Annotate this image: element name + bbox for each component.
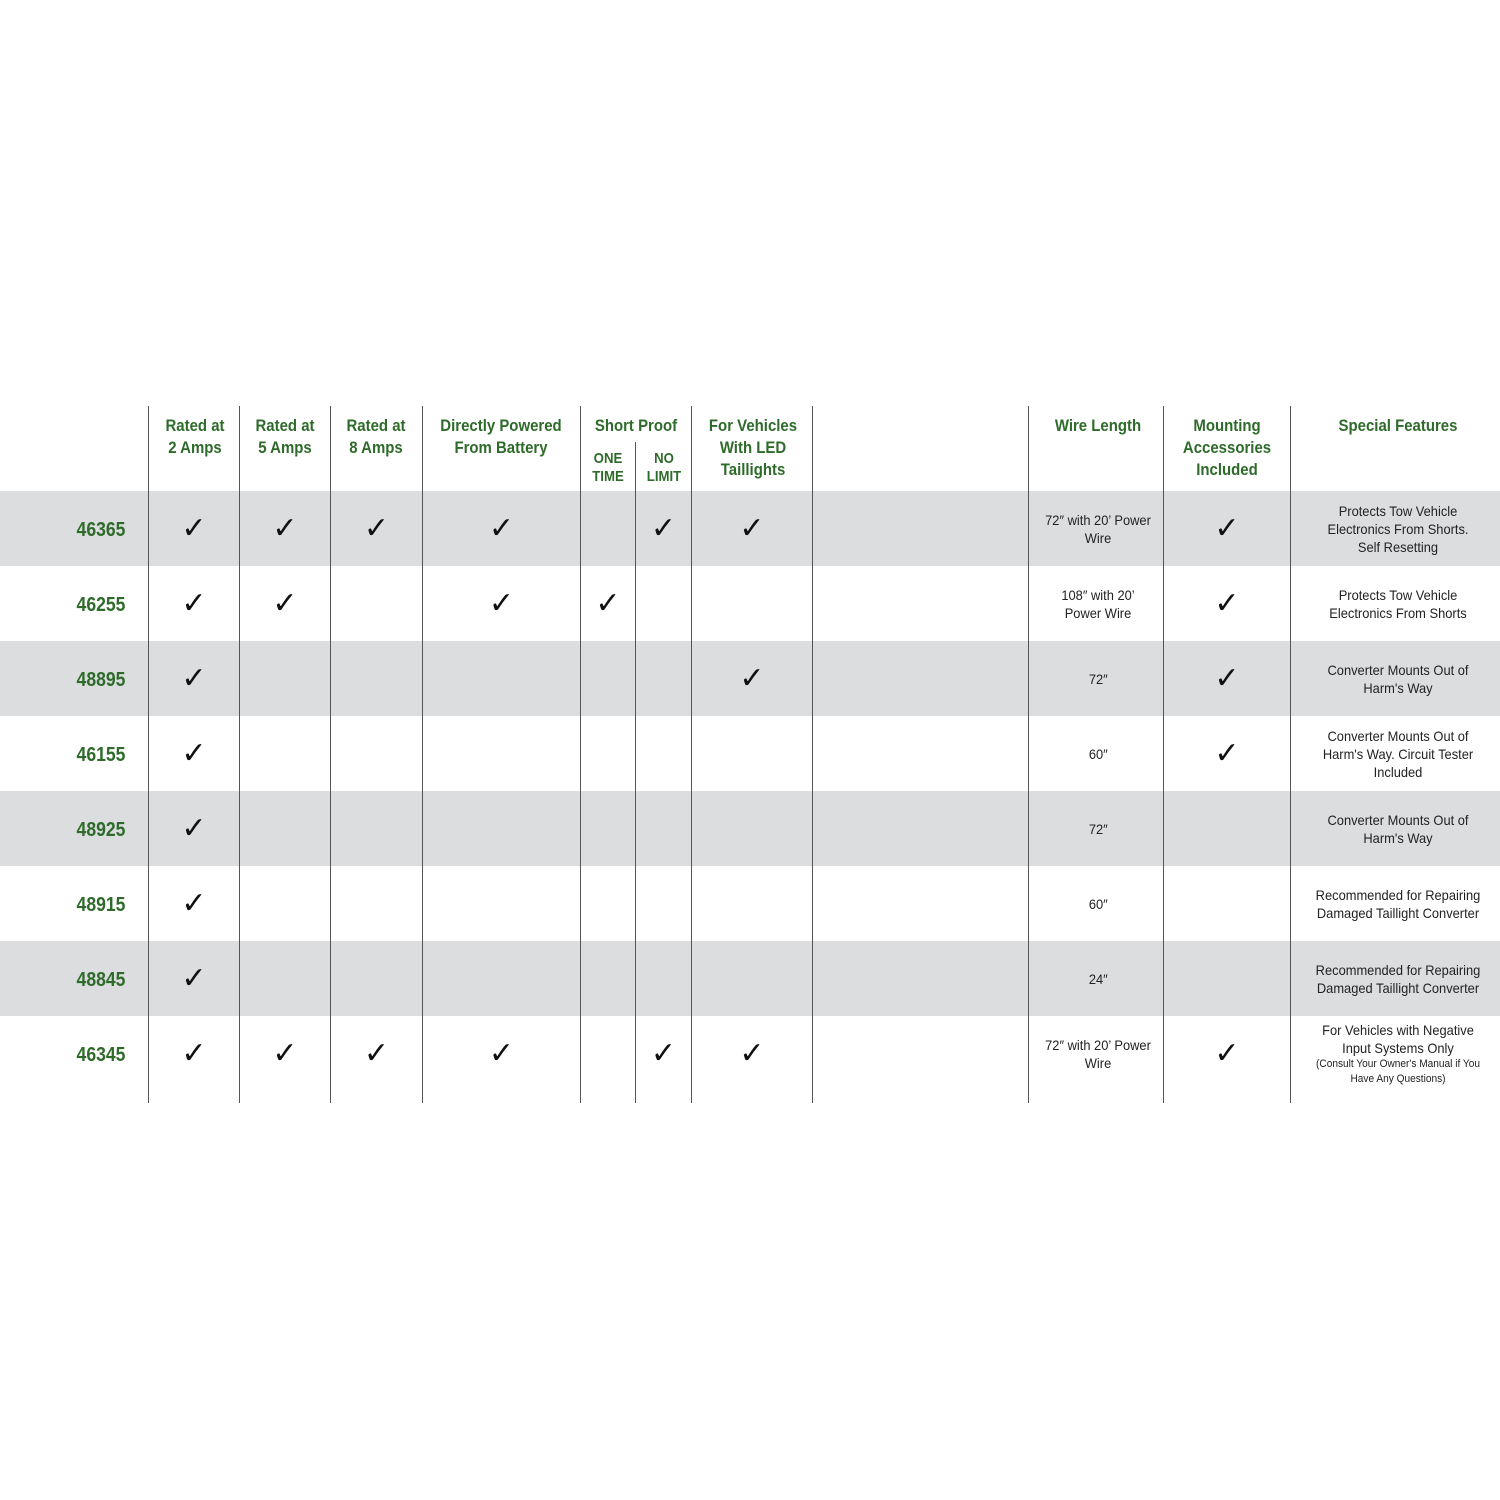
wire-length: 60″ — [1088, 745, 1108, 762]
checkmark-icon: ✓ — [1214, 1035, 1240, 1071]
checkmark-icon: ✓ — [363, 510, 390, 546]
checkmark-icon: ✓ — [181, 585, 207, 621]
check-short-proof-no-limit — [636, 1016, 691, 1091]
wire-length-cell — [1040, 791, 1156, 866]
checkmark-icon: ✓ — [181, 1035, 207, 1071]
column-divider — [1163, 406, 1164, 1103]
check-rated-2-amps — [149, 791, 239, 866]
checkmark-icon: ✓ — [1214, 660, 1240, 696]
wire-length-cell — [1040, 641, 1156, 716]
special-features-text — [1315, 502, 1481, 556]
check-rated-2-amps — [149, 641, 239, 716]
check-rated-2-amps — [149, 716, 239, 791]
wire-length: 72″ — [1088, 820, 1108, 837]
header-short-proof-no-limit: NO LIMIT — [646, 450, 682, 485]
wire-length: 60″ — [1088, 895, 1108, 912]
part-number: 48925 — [76, 819, 126, 841]
check-rated-2-amps — [149, 941, 239, 1016]
table-row — [0, 716, 1500, 791]
wire-length: 72″ — [1088, 670, 1108, 687]
check-directly-powered — [423, 1016, 580, 1091]
column-divider — [330, 406, 331, 1103]
checkmark-icon: ✓ — [1214, 510, 1240, 546]
table-row — [0, 566, 1500, 641]
checkmark-icon: ✓ — [650, 1035, 677, 1071]
check-led-taillights — [692, 1016, 812, 1091]
column-divider — [580, 406, 581, 1103]
column-divider — [635, 442, 636, 1103]
special-features-text — [1315, 1021, 1481, 1087]
checkmark-icon: ✓ — [181, 510, 207, 546]
check-led-taillights — [692, 641, 812, 716]
special-features-cell — [1308, 491, 1488, 566]
header-mounting-accessories: Mounting Accessories Included — [1182, 416, 1272, 479]
column-divider — [812, 406, 813, 1103]
check-directly-powered — [423, 491, 580, 566]
header-short-proof-one-time: ONE TIME — [592, 450, 624, 485]
check-short-proof-no-limit — [636, 491, 691, 566]
checkmark-icon: ✓ — [488, 510, 515, 546]
checkmark-icon: ✓ — [181, 735, 207, 771]
table-row — [0, 791, 1500, 866]
special-features-cell — [1308, 716, 1488, 791]
check-rated-2-amps — [149, 1016, 239, 1091]
header-special-features: Special Features — [1338, 416, 1458, 435]
wire-length: 72″ with 20’ Power Wire — [1045, 1036, 1151, 1071]
check-rated-8-amps — [331, 491, 422, 566]
wire-length-cell — [1040, 1016, 1156, 1091]
check-rated-2-amps — [149, 866, 239, 941]
special-features-cell — [1308, 941, 1488, 1016]
special-features: Protects Tow Vehicle Electronics From Shorts. Self Resetting — [1327, 502, 1469, 555]
wire-length-cell — [1040, 866, 1156, 941]
checkmark-icon: ✓ — [363, 1035, 390, 1071]
column-divider — [1290, 406, 1291, 1103]
table-row — [0, 641, 1500, 716]
checkmark-icon: ✓ — [181, 885, 207, 921]
part-number: 48895 — [76, 669, 126, 691]
column-divider — [239, 406, 240, 1103]
special-features-cell — [1308, 791, 1488, 866]
header-led-taillights: For Vehicles With LED Taillights — [708, 416, 798, 479]
wire-length: 72″ with 20’ Power Wire — [1045, 511, 1151, 546]
check-mounting-accessories — [1164, 716, 1290, 791]
checkmark-icon: ✓ — [595, 585, 621, 621]
wire-length-cell — [1040, 716, 1156, 791]
special-features-cell — [1308, 1016, 1488, 1091]
checkmark-icon: ✓ — [181, 810, 207, 846]
special-features: Recommended for Repairing Damaged Taillight Converter — [1315, 961, 1481, 996]
check-rated-5-amps — [240, 1016, 330, 1091]
column-divider — [422, 406, 423, 1103]
check-mounting-accessories — [1164, 566, 1290, 641]
checkmark-icon: ✓ — [739, 1035, 765, 1071]
check-directly-powered — [423, 566, 580, 641]
header-rated-5-amps: Rated at 5 Amps — [255, 416, 315, 457]
check-led-taillights — [692, 491, 812, 566]
check-mounting-accessories — [1164, 491, 1290, 566]
special-features-text — [1315, 586, 1481, 622]
special-features-text — [1315, 661, 1481, 697]
special-features-text — [1315, 727, 1481, 781]
part-number: 46255 — [76, 594, 126, 616]
check-rated-8-amps — [331, 1016, 422, 1091]
checkmark-icon: ✓ — [488, 1035, 515, 1071]
check-rated-2-amps — [149, 491, 239, 566]
special-features: For Vehicles with Negative Input Systems Only — [1322, 1021, 1474, 1056]
column-divider — [1028, 406, 1029, 1103]
checkmark-icon: ✓ — [650, 510, 677, 546]
special-features-text — [1315, 811, 1481, 847]
check-rated-5-amps — [240, 491, 330, 566]
checkmark-icon: ✓ — [739, 660, 765, 696]
checkmark-icon: ✓ — [272, 510, 298, 546]
part-number: 48845 — [76, 969, 126, 991]
table-row — [0, 866, 1500, 941]
part-number: 46365 — [76, 519, 126, 541]
special-features: Recommended for Repairing Damaged Taillight Converter — [1315, 886, 1481, 921]
checkmark-icon: ✓ — [181, 660, 207, 696]
table-row — [0, 941, 1500, 1016]
check-short-proof-one-time — [581, 566, 635, 641]
header-wire-length: Wire Length — [1054, 416, 1142, 435]
column-divider — [691, 406, 692, 1103]
header-short-proof: Short Proof — [594, 416, 678, 435]
special-features-cell — [1308, 866, 1488, 941]
checkmark-icon: ✓ — [272, 585, 298, 621]
special-features: Converter Mounts Out of Harm's Way. Circuit Tester Included — [1322, 727, 1474, 780]
check-mounting-accessories — [1164, 1016, 1290, 1091]
special-features-note: (Consult Your Owner's Manual if You Have Any Questions) — [1316, 1057, 1480, 1085]
part-number: 48915 — [76, 894, 126, 916]
special-features-cell — [1308, 566, 1488, 641]
header-directly-powered: Directly Powered From Battery — [440, 416, 562, 457]
special-features: Protects Tow Vehicle Electronics From Shorts — [1329, 586, 1467, 621]
checkmark-icon: ✓ — [272, 1035, 298, 1071]
checkmark-icon: ✓ — [1214, 585, 1240, 621]
checkmark-icon: ✓ — [181, 960, 207, 996]
special-features-text — [1315, 961, 1481, 997]
wire-length: 24″ — [1088, 970, 1108, 987]
table-row — [0, 491, 1500, 566]
part-number: 46345 — [76, 1044, 126, 1066]
header-rated-8-amps: Rated at 8 Amps — [346, 416, 406, 457]
special-features: Converter Mounts Out of Harm's Way — [1327, 811, 1469, 846]
check-rated-2-amps — [149, 566, 239, 641]
special-features-cell — [1308, 641, 1488, 716]
header-rated-2-amps: Rated at 2 Amps — [165, 416, 225, 457]
wire-length-cell — [1040, 941, 1156, 1016]
part-number: 46155 — [76, 744, 126, 766]
checkmark-icon: ✓ — [1214, 735, 1240, 771]
wire-length: 108″ with 20’ Power Wire — [1061, 586, 1135, 621]
special-features: Converter Mounts Out of Harm's Way — [1327, 661, 1469, 696]
check-mounting-accessories — [1164, 641, 1290, 716]
checkmark-icon: ✓ — [488, 585, 515, 621]
check-rated-5-amps — [240, 566, 330, 641]
checkmark-icon: ✓ — [739, 510, 765, 546]
wire-length-cell — [1040, 491, 1156, 566]
column-divider — [148, 406, 149, 1103]
table-row — [0, 1016, 1500, 1091]
special-features-text — [1315, 886, 1481, 922]
wire-length-cell — [1040, 566, 1156, 641]
